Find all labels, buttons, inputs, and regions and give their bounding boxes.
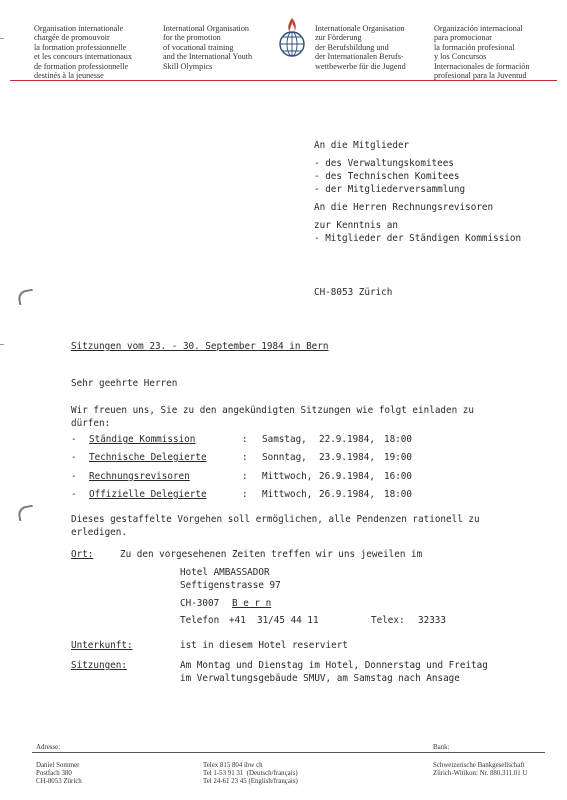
meeting-colon: :: [242, 434, 248, 445]
subject-line: Sitzungen vom 23. - 30. September 1984 in Bern: [71, 341, 329, 352]
punch-hole: [17, 289, 35, 306]
meeting-date: 26.9.1984,: [319, 489, 375, 500]
hotel-street: Seftigenstrasse 97: [180, 580, 281, 591]
sitzungen-label: Sitzungen:: [71, 660, 127, 671]
meeting-date: 22.9.1984,: [319, 434, 375, 445]
recipient-item: - der Mitgliederversammlung: [314, 184, 466, 195]
info-label: zur Kenntnis an: [314, 220, 398, 231]
meeting-day: Samstag,: [262, 434, 307, 445]
unterkunft-text: ist in diesem Hotel reserviert: [180, 640, 348, 651]
meeting-name: Rechnungsrevisoren: [89, 471, 190, 482]
salutation: Sehr geehrte Herren: [71, 378, 178, 389]
footer-divider: [32, 752, 545, 753]
intro-line: Wir freuen uns, Sie zu den angekündigten Sitzungen wie folgt einladen zu: [71, 405, 474, 416]
meeting-time: 18:00: [384, 434, 412, 445]
ort-text: Zu den vorgesehenen Zeiten treffen wir uns jeweilen im: [120, 549, 423, 560]
organisation-logo-icon: [277, 16, 307, 60]
fold-mark: [0, 38, 4, 39]
auditors-heading: An die Herren Rechnungsrevisoren: [314, 202, 494, 213]
sitzungen-text: im Verwaltungsgebäude SMUV, am Samstag nach Ansage: [180, 673, 460, 684]
meeting-dash: -: [71, 452, 77, 463]
unterkunft-label: Unterkunft:: [71, 640, 133, 651]
info-recipient: - Mitglieder der Ständigen Kommission: [314, 233, 522, 244]
hotel-postcode: CH-3007: [180, 598, 220, 609]
footer-address-label: Adresse:: [36, 744, 61, 751]
staggered-line: erledigen.: [71, 527, 127, 538]
punch-hole: [17, 505, 35, 522]
meeting-name: Ständige Kommission: [89, 434, 196, 445]
letterhead-english: International Organisation for the promotion of vocational training and the International Youth Skill Olympics: [163, 23, 253, 71]
meeting-time: 18:00: [384, 489, 412, 500]
meeting-day: Mittwoch,: [262, 471, 313, 482]
footer-bank: Schweizerische Bankgesellschaft Zürich-Witikon: Nr. 880.311.01 U: [433, 762, 528, 777]
meeting-name: Offizielle Delegierte: [89, 489, 207, 500]
meeting-day: Mittwoch,: [262, 489, 313, 500]
meeting-day: Sonntag,: [262, 452, 307, 463]
staggered-line: Dieses gestaffelte Vorgehen soll ermöglichen, alle Pendenzen rationell zu: [71, 514, 480, 525]
letterhead-german: Internationale Organisation zur Förderung der Berufsbildung und der Internationalen Berufs- wettbewerbe für die Jugend: [315, 23, 406, 71]
meeting-dash: -: [71, 489, 77, 500]
meeting-time: 16:00: [384, 471, 412, 482]
meeting-colon: :: [242, 452, 248, 463]
phone-number: +41 31/45 44 11: [229, 615, 319, 626]
letterhead-spanish: Organización internacional para promocionar la formación profesional y los Concursos Internacionales de formación profesional para la Juventud: [434, 23, 530, 80]
fold-mark: [0, 344, 4, 345]
meeting-date: 23.9.1984,: [319, 452, 375, 463]
meeting-time: 19:00: [384, 452, 412, 463]
meeting-dash: -: [71, 471, 77, 482]
recipients-heading: An die Mitglieder: [314, 140, 410, 151]
meeting-date: 26.9.1984,: [319, 471, 375, 482]
footer-contact: Telex 815 804 ibw ch Tel 1-53 91 31 (Deutsch/français) Tel 24-61 23 45 (English/français): [203, 762, 298, 785]
phone-label: Telefon: [180, 615, 220, 626]
place: CH-8053 Zürich: [314, 287, 393, 298]
ort-label: Ort:: [71, 549, 94, 560]
recipient-item: - des Verwaltungskomitees: [314, 158, 454, 169]
telex-number: 32333: [418, 615, 446, 626]
meeting-name: Technische Delegierte: [89, 452, 207, 463]
footer-bank-label: Bank:: [433, 744, 450, 751]
recipient-item: - des Technischen Komitees: [314, 171, 460, 182]
letterhead-divider: [10, 80, 557, 81]
hotel-city: B e r n: [232, 598, 272, 609]
footer-address: Daniel Sommer Postfach 380 CH-8053 Zürich: [36, 762, 82, 785]
meeting-dash: -: [71, 434, 77, 445]
meeting-colon: :: [242, 471, 248, 482]
intro-line: dürfen:: [71, 418, 111, 429]
letterhead-french: Organisation internationale chargée de promouvoir la formation professionnelle et les concours internationaux de formation professionnelle destinés à la jeunesse: [34, 23, 132, 80]
sitzungen-text: Am Montag und Dienstag im Hotel, Donnerstag und Freitag: [180, 660, 488, 671]
telex-label: Telex:: [371, 615, 405, 626]
hotel-name: Hotel AMBASSADOR: [180, 567, 270, 578]
meeting-colon: :: [242, 489, 248, 500]
